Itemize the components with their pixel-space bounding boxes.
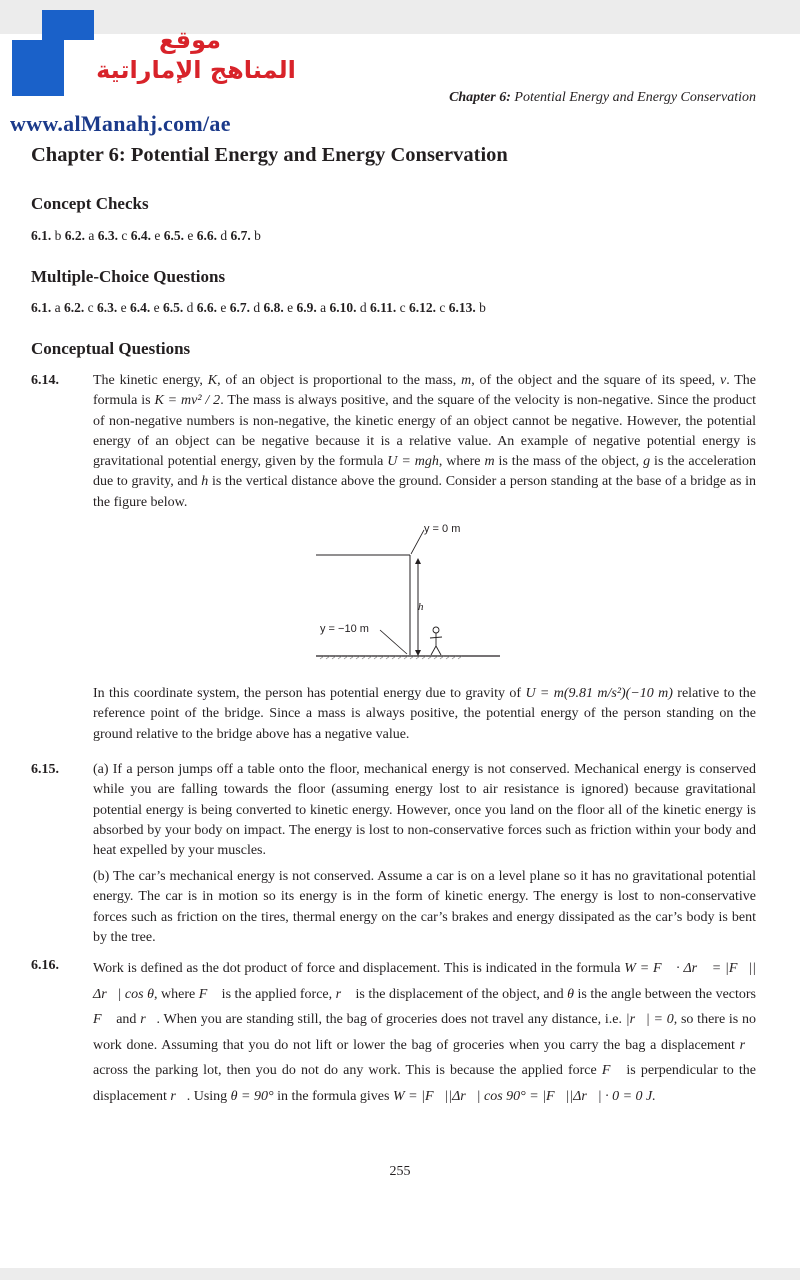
logo-square-top xyxy=(42,10,94,40)
multiple-choice-answer-letter: d xyxy=(183,300,197,315)
running-head xyxy=(449,90,756,106)
text-run: in the formula gives xyxy=(273,1088,393,1104)
concept-checks-answers xyxy=(31,228,261,244)
symbol-K: K xyxy=(207,373,218,388)
symbol-force-vector: F⃗ xyxy=(93,1012,113,1027)
concept-check-answer-number: 6.7. xyxy=(230,228,251,243)
answer-6-15-part-b: (b) The car’s mechanical energy is not conserved. Assume a car is on a level plane so it has no gravitational potential energy. The car is in motion so its energy is in the form of kinetic energy. The energy is lost to non-conservative forces such as friction on the tires, thermal energy on the car’s brakes and energy dissipated as the car’s body is bent by the tree. xyxy=(93,869,756,945)
potential-energy-formula: U = mgh xyxy=(387,454,439,470)
text-run: , where xyxy=(153,986,199,1002)
concept-check-answer-letter: b xyxy=(250,228,261,243)
site-name-arabic-line1: موقع xyxy=(158,26,221,54)
theta-90-formula: θ = 90° xyxy=(230,1088,274,1104)
label-h: h xyxy=(418,601,424,613)
multiple-choice-answer-letter: b xyxy=(475,300,486,315)
question-number-6-14: 6.14. xyxy=(31,373,59,388)
text-run: , of an object is proportional to the mass, xyxy=(217,373,462,388)
symbol-force-vector: F⃗ xyxy=(198,986,219,1002)
multiple-choice-answer-letter: c xyxy=(436,300,449,315)
multiple-choice-answer-number: 6.11. xyxy=(370,300,397,315)
concept-check-answer-letter: a xyxy=(85,228,98,243)
text-run: is the displacement of the object, and xyxy=(351,986,568,1002)
site-name-arabic-line2: المناهج الإماراتية xyxy=(96,56,296,84)
symbol-theta: θ xyxy=(567,986,574,1002)
symbol-m: m xyxy=(484,454,495,470)
multiple-choice-answers xyxy=(31,300,486,316)
symbol-displacement-vector: r⃗ xyxy=(335,986,352,1002)
symbol-displacement-vector: r⃗ xyxy=(739,1037,756,1053)
page-number: 255 xyxy=(389,1164,411,1179)
concept-check-answer-number: 6.6. xyxy=(196,228,217,243)
text-run: . The mass is always positive, and the square of the velocity is non-negative. Since the product of non-negative numbers is non-negative, the kinetic energy of an object cannot be negative. However, the potential energy of an object can be negative because it is a relative value. An example of negative potential energy is gravitational potential energy, given by the formula xyxy=(93,393,757,470)
concept-check-answer-number: 6.3. xyxy=(97,228,118,243)
height-arrow-top-head xyxy=(415,558,421,564)
top-label-leader xyxy=(411,530,424,554)
concept-check-answer-letter: b xyxy=(51,228,65,243)
text-run: , so there is no work done. Assuming that you do not lift or lower the bag of groceries when you carry the bag a displacement xyxy=(93,1012,757,1053)
text-run: , of the object and the square of its speed, xyxy=(471,373,720,388)
running-head-chapter: Chapter 6: xyxy=(449,90,511,105)
symbol-g: g xyxy=(643,454,651,470)
multiple-choice-answer-number: 6.8. xyxy=(263,300,284,315)
bridge-figure xyxy=(310,520,500,670)
zero-displacement-formula: |r⃗| = 0 xyxy=(625,1012,674,1027)
multiple-choice-answer-number: 6.9. xyxy=(296,300,317,315)
multiple-choice-answer-letter: e xyxy=(283,300,297,315)
multiple-choice-answer-number: 6.10. xyxy=(329,300,357,315)
text-run: is the mass of the object, xyxy=(494,454,644,470)
text-run: Work is defined as the dot product of force and displacement. This is indicated in the formula xyxy=(93,961,625,976)
text-run: relative to the reference point of the bridge. Since a mass is always positive, the potential energy of the person standing on the ground relative to the bridge above has a negative value. xyxy=(93,686,756,742)
symbol-h: h xyxy=(201,474,209,490)
text-run: is the applied force, xyxy=(218,986,336,1002)
multiple-choice-answer-number: 6.3. xyxy=(97,300,118,315)
symbol-m: m xyxy=(461,373,472,388)
text-run: The kinetic energy, xyxy=(93,373,208,388)
text-run: is perpendicular to the displacement xyxy=(93,1063,756,1104)
text-run: and xyxy=(112,1012,141,1027)
text-run: across the parking lot, then you do not do any work. This is because the applied force xyxy=(93,1063,602,1078)
multiple-choice-answer-number: 6.7. xyxy=(229,300,250,315)
multiple-choice-answer-letter: e xyxy=(117,300,130,315)
multiple-choice-answer-letter: d xyxy=(356,300,370,315)
height-arrow-bottom-head xyxy=(415,650,421,656)
label-y-neg10m: y = −10 m xyxy=(320,623,369,635)
multiple-choice-answer-letter: a xyxy=(316,300,330,315)
zero-work-formula: W = |F⃗||Δr⃗| cos 90° = |F⃗||Δr⃗| · 0 = 0 J. xyxy=(392,1088,656,1104)
answer-6-16-paragraph xyxy=(93,956,756,1109)
site-logo-mark xyxy=(12,10,86,96)
top-toolbar-strip xyxy=(0,0,800,34)
conceptual-questions-heading: Conceptual Questions xyxy=(31,339,191,358)
concept-check-answer-letter: d xyxy=(217,228,231,243)
concept-check-answer-number: 6.5. xyxy=(163,228,184,243)
question-number-6-16: 6.16. xyxy=(31,958,59,973)
multiple-choice-answer-number: 6.5. xyxy=(163,300,184,315)
multiple-choice-answer-letter: c xyxy=(396,300,410,315)
text-run: . When you are standing still, the bag of groceries does not travel any distance, i.e. xyxy=(156,1012,626,1027)
chapter-title: Chapter 6: Potential Energy and Energy Conservation xyxy=(31,144,508,166)
label-y-0m: y = 0 m xyxy=(424,523,461,535)
text-run: is the acceleration due to gravity, and xyxy=(93,454,756,490)
potential-energy-calculation: U = m(9.81 m/s²)(−10 m) xyxy=(525,686,673,701)
logo-square-bottom xyxy=(12,40,64,96)
bottom-label-leader xyxy=(380,630,407,654)
multiple-choice-answer-letter: a xyxy=(51,300,64,315)
text-run: , where xyxy=(438,454,485,470)
text-run: is the angle between the vectors xyxy=(573,986,756,1002)
kinetic-energy-formula: K = mv² / 2 xyxy=(154,393,221,409)
multiple-choice-answer-number: 6.2. xyxy=(64,300,85,315)
text-run: . Using xyxy=(186,1088,231,1104)
symbol-displacement-vector: r⃗ xyxy=(140,1012,157,1027)
symbol-v: v xyxy=(719,373,727,388)
multiple-choice-answer-number: 6.13. xyxy=(448,300,476,315)
concept-check-answer-number: 6.2. xyxy=(64,228,85,243)
text-run: In this coordinate system, the person has potential energy due to gravity of xyxy=(93,686,526,701)
site-url-link[interactable]: www.alManahj.com/ae xyxy=(10,111,231,136)
concept-checks-heading: Concept Checks xyxy=(31,194,149,213)
bottom-toolbar-strip xyxy=(0,1268,800,1280)
answer-6-14-paragraph-2 xyxy=(93,684,756,745)
running-head-title: Potential Energy and Energy Conservation xyxy=(514,90,756,105)
multiple-choice-answer-number: 6.6. xyxy=(196,300,217,315)
concept-check-answer-number: 6.4. xyxy=(130,228,151,243)
multiple-choice-answer-number: 6.12. xyxy=(409,300,437,315)
multiple-choice-answer-number: 6.1. xyxy=(31,300,52,315)
multiple-choice-answer-letter: e xyxy=(150,300,163,315)
multiple-choice-heading: Multiple-Choice Questions xyxy=(31,267,226,286)
multiple-choice-answer-number: 6.4. xyxy=(130,300,151,315)
concept-check-answer-letter: c xyxy=(118,228,131,243)
concept-check-answer-letter: e xyxy=(151,228,164,243)
answer-6-15-part-a: (a) If a person jumps off a table onto the floor, mechanical energy is not conserved. Mechanical energy is conserved while you are falling towards the floor (assuming energy lost to air resistance is ignored) because gravitational potential energy is being converted to kinetic energy. However, once you land on the floor all of the kinetic energy is absorbed by your body on impact. The energy is lost to non-conservative forces such as friction within your body and heat expelled by your muscles. xyxy=(93,762,756,859)
work-formula: W = F⃗ · Δr⃗ = |F⃗||Δr⃗| cos θ xyxy=(93,961,756,1002)
multiple-choice-answer-letter: c xyxy=(84,300,97,315)
concept-check-answer-letter: e xyxy=(184,228,197,243)
symbol-displacement-vector: r⃗ xyxy=(170,1088,187,1104)
multiple-choice-answer-letter: e xyxy=(217,300,230,315)
person-icon xyxy=(430,627,442,655)
symbol-force-vector: F⃗ xyxy=(601,1063,622,1078)
concept-check-answer-number: 6.1. xyxy=(31,228,52,243)
text-run: . The formula is xyxy=(93,373,757,409)
question-number-6-15: 6.15. xyxy=(31,762,59,777)
multiple-choice-answer-letter: d xyxy=(250,300,264,315)
answer-6-14-paragraph-1 xyxy=(93,371,756,513)
text-run: is the vertical distance above the ground. Consider a person standing at the base of a bridge as in the figure below. xyxy=(93,474,756,510)
